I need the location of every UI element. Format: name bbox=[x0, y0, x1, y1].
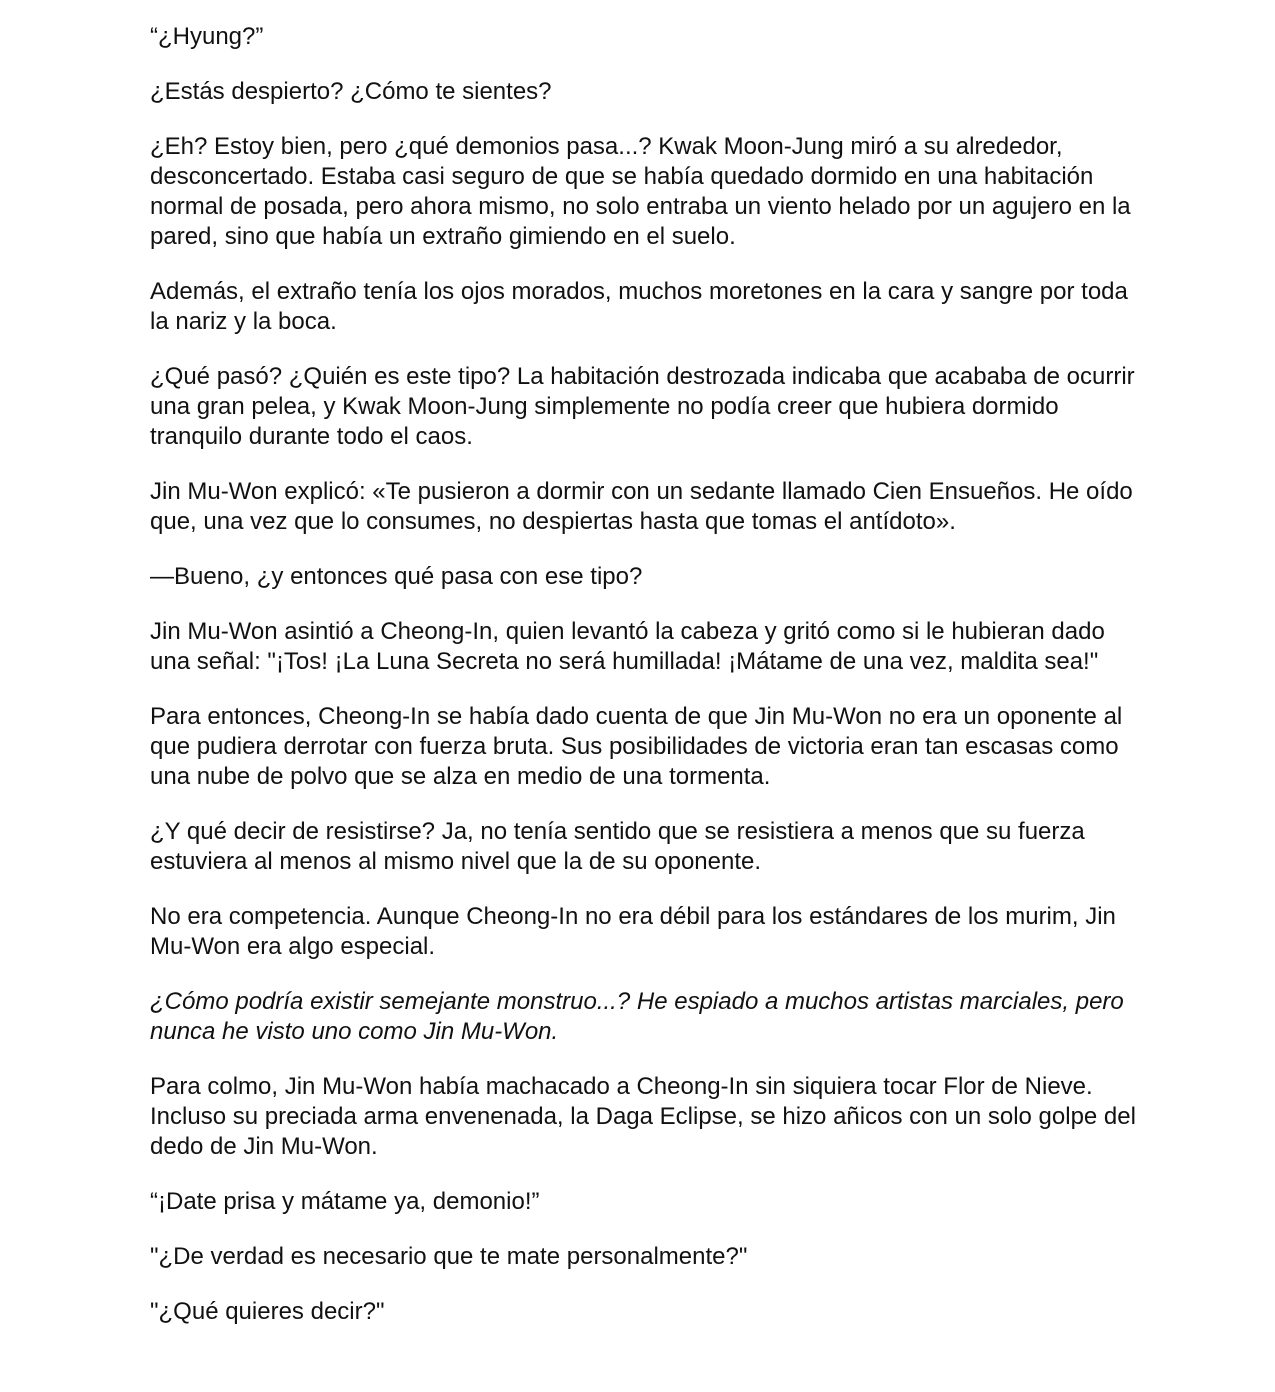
italic-thought-paragraph: ¿Cómo podría existir semejante monstruo...? He espiado a muchos artistas marciales, pero nunca he visto uno como Jin Mu-Won. bbox=[150, 988, 1124, 1045]
paragraph: "¿Qué quieres decir?" bbox=[150, 1298, 385, 1325]
paragraph: No era competencia. Aunque Cheong-In no era débil para los estándares de los murim, Jin Mu-Won era algo especial. bbox=[150, 903, 1116, 960]
paragraph: “¿Hyung?” bbox=[150, 23, 264, 50]
paragraph: Para colmo, Jin Mu-Won había machacado a Cheong-In sin siquiera tocar Flor de Nieve. Incluso su preciada arma envenenada, la Daga Eclipse, se hizo añicos con un solo golpe del dedo de Jin Mu-Won. bbox=[150, 1073, 1136, 1160]
paragraph: “¡Date prisa y mátame ya, demonio!” bbox=[150, 1188, 540, 1215]
paragraph: —Bueno, ¿y entonces qué pasa con ese tipo? bbox=[150, 563, 643, 590]
paragraph: ¿Estás despierto? ¿Cómo te sientes? bbox=[150, 78, 552, 105]
paragraph: ¿Y qué decir de resistirse? Ja, no tenía sentido que se resistiera a menos que su fuerza estuviera al menos al mismo nivel que la de su oponente. bbox=[150, 818, 1085, 875]
paragraph: ¿Qué pasó? ¿Quién es este tipo? La habitación destrozada indicaba que acababa de ocurrir una gran pelea, y Kwak Moon-Jung simplemente no podía creer que hubiera dormido tranquilo durante todo el caos. bbox=[150, 363, 1135, 450]
paragraph: Para entonces, Cheong-In se había dado cuenta de que Jin Mu-Won no era un oponente al que pudiera derrotar con fuerza bruta. Sus posibilidades de victoria eran tan escasas como una nube de polvo que se alza en medio de una tormenta. bbox=[150, 703, 1123, 790]
paragraph: ¿Eh? Estoy bien, pero ¿qué demonios pasa...? Kwak Moon-Jung miró a su alrededor, desconcertado. Estaba casi seguro de que se había quedado dormido en una habitación normal de posada, pero ahora mismo, no solo entraba un viento helado por un agujero en la pared, sino que había un extraño gimiendo en el suelo. bbox=[150, 133, 1131, 250]
paragraph: Además, el extraño tenía los ojos morados, muchos moretones en la cara y sangre por toda la nariz y la boca. bbox=[150, 278, 1128, 335]
paragraph: Jin Mu-Won asintió a Cheong-In, quien levantó la cabeza y gritó como si le hubieran dado una señal: "¡Tos! ¡La Luna Secreta no será humillada! ¡Mátame de una vez, maldita sea!" bbox=[150, 618, 1105, 675]
document-page bbox=[150, 22, 1140, 1352]
paragraph: Jin Mu-Won explicó: «Te pusieron a dormir con un sedante llamado Cien Ensueños. He oído que, una vez que lo consumes, no despiertas hasta que tomas el antídoto». bbox=[150, 478, 1133, 535]
paragraph: "¿De verdad es necesario que te mate personalmente?" bbox=[150, 1243, 748, 1270]
